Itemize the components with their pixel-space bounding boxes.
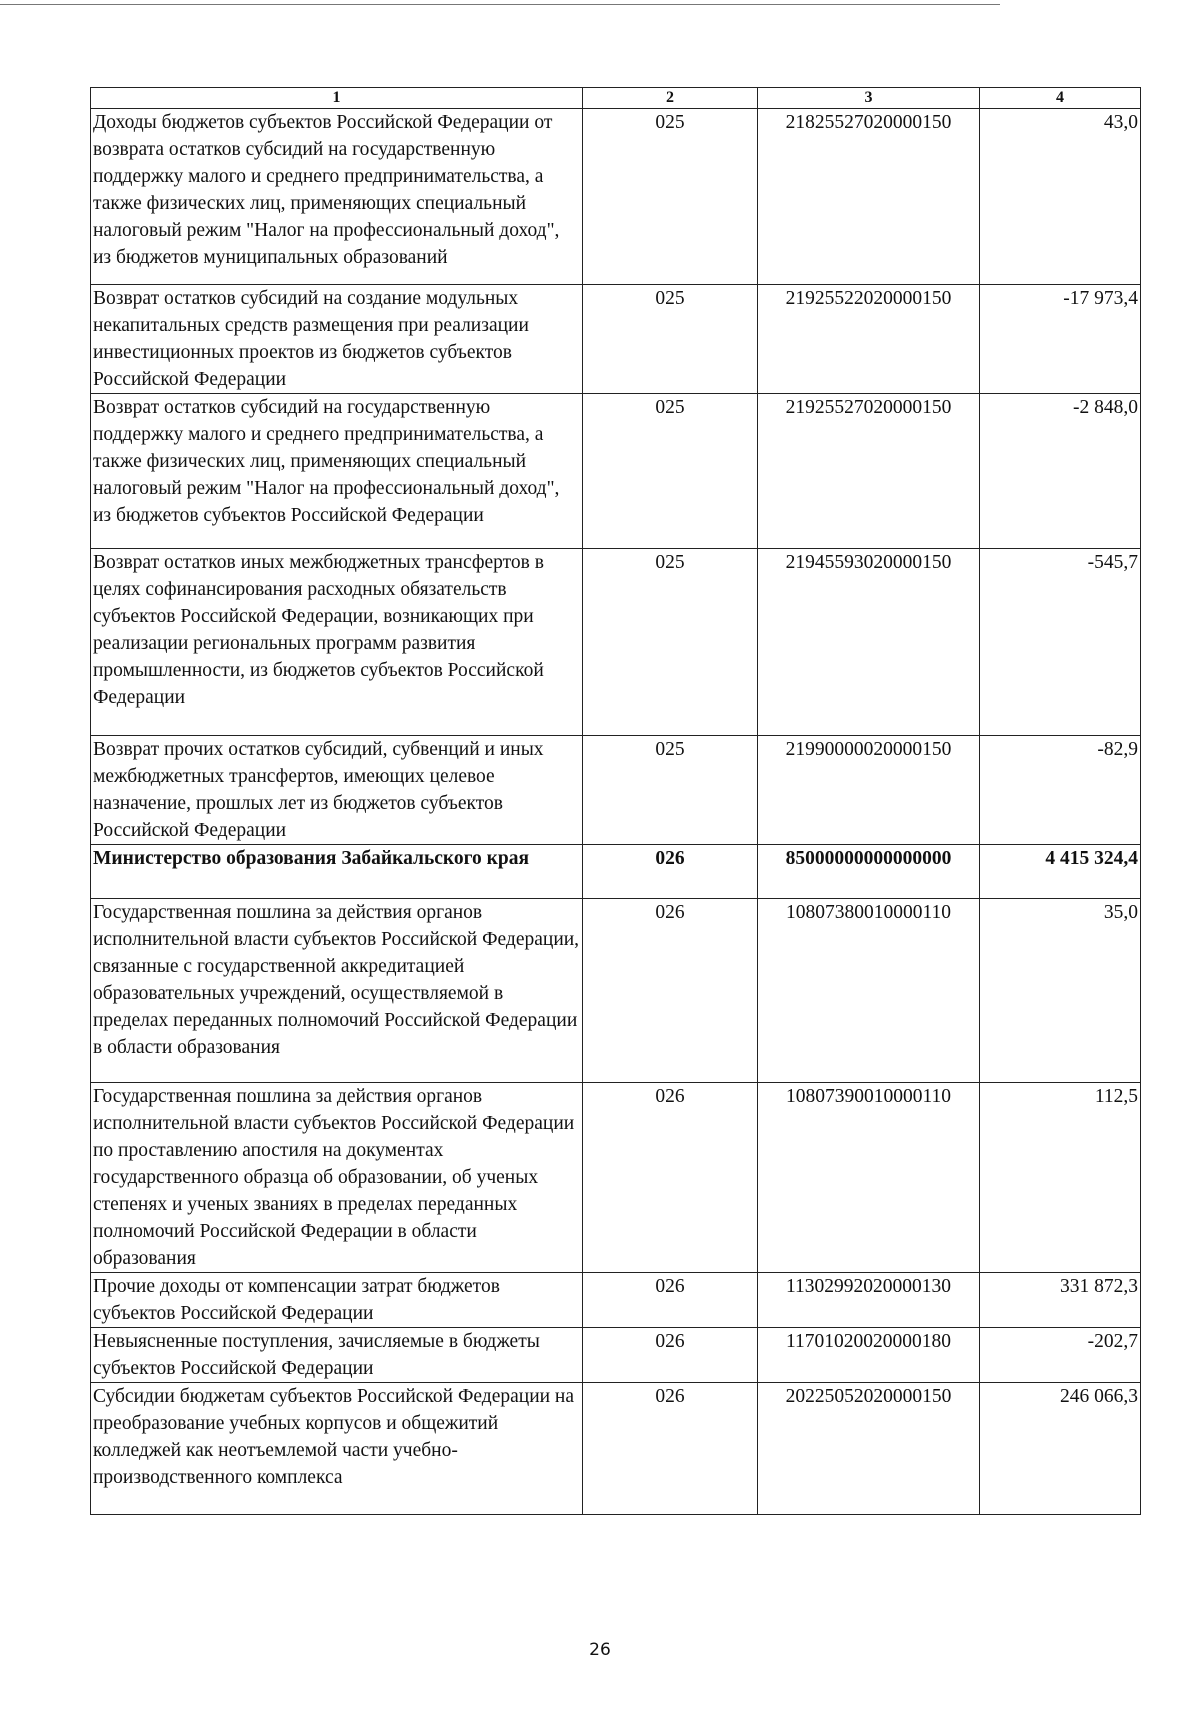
row-admin-code: 026 (583, 1083, 758, 1273)
row-budget-code: 21825527020000150 (758, 109, 980, 285)
table-row (91, 285, 1141, 394)
row-amount: 4 415 324,4 (980, 845, 1141, 899)
page-number: 26 (589, 1640, 611, 1660)
row-amount: 331 872,3 (980, 1273, 1141, 1328)
row-budget-code: 21990000020000150 (758, 736, 980, 845)
row-name: Невыясненные поступления, зачисляемые в бюджеты субъектов Российской Федерации (91, 1328, 583, 1383)
row-admin-code: 026 (583, 1273, 758, 1328)
row-admin-code: 025 (583, 736, 758, 845)
row-admin-code: 025 (583, 285, 758, 394)
table-row (91, 1383, 1141, 1515)
row-amount: 112,5 (980, 1083, 1141, 1273)
row-budget-code: 10807390010000110 (758, 1083, 980, 1273)
row-budget-code: 85000000000000000 (758, 845, 980, 899)
row-budget-code: 11701020020000180 (758, 1328, 980, 1383)
table-row-section (91, 845, 1141, 899)
header-col-2: 2 (583, 88, 758, 109)
row-name: Министерство образования Забайкальского края (91, 845, 583, 899)
row-amount: 246 066,3 (980, 1383, 1141, 1515)
row-name: Субсидии бюджетам субъектов Российской Федерации на преобразование учебных корпусов и общежитий колледжей как неотъемлемой части учебно-производственного комплекса (91, 1383, 583, 1515)
table-row (91, 549, 1141, 736)
row-amount: -17 973,4 (980, 285, 1141, 394)
row-name: Возврат остатков иных межбюджетных трансфертов в целях софинансирования расходных обязательств субъектов Российской Федерации, возникающих при реализации региональных программ развития промышленности, из бюджетов субъектов Российской Федерации (91, 549, 583, 736)
row-admin-code: 026 (583, 899, 758, 1083)
header-col-4: 4 (980, 88, 1141, 109)
row-admin-code: 026 (583, 1328, 758, 1383)
row-budget-code: 21925522020000150 (758, 285, 980, 394)
page-top-rule (0, 4, 1000, 5)
row-amount: -202,7 (980, 1328, 1141, 1383)
table-header-row (91, 88, 1141, 109)
row-name: Доходы бюджетов субъектов Российской Федерации от возврата остатков субсидий на государственную поддержку малого и среднего предпринимательства, а также физических лиц, применяющих специальный налоговый режим "Налог на профессиональный доход", из бюджетов муниципальных образований (91, 109, 583, 285)
table-row (91, 394, 1141, 549)
row-admin-code: 025 (583, 394, 758, 549)
row-name: Возврат прочих остатков субсидий, субвенций и иных межбюджетных трансфертов, имеющих целевое назначение, прошлых лет из бюджетов субъектов Российской Федерации (91, 736, 583, 845)
row-budget-code: 21945593020000150 (758, 549, 980, 736)
row-name: Возврат остатков субсидий на государственную поддержку малого и среднего предпринимательства, а также физических лиц, применяющих специальный налоговый режим "Налог на профессиональный доход", из бюджетов субъектов Российской Федерации (91, 394, 583, 549)
row-budget-code: 11302992020000130 (758, 1273, 980, 1328)
table-row (91, 736, 1141, 845)
table-row (91, 109, 1141, 285)
table-row (91, 1328, 1141, 1383)
row-amount: -82,9 (980, 736, 1141, 845)
row-amount: 35,0 (980, 899, 1141, 1083)
row-admin-code: 026 (583, 1383, 758, 1515)
row-admin-code: 025 (583, 109, 758, 285)
row-amount: -545,7 (980, 549, 1141, 736)
table-row (91, 1273, 1141, 1328)
row-amount: -2 848,0 (980, 394, 1141, 549)
table-row (91, 1083, 1141, 1273)
row-admin-code: 026 (583, 845, 758, 899)
row-budget-code: 20225052020000150 (758, 1383, 980, 1515)
row-name: Возврат остатков субсидий на создание модульных некапитальных средств размещения при реализации инвестиционных проектов из бюджетов субъектов Российской Федерации (91, 285, 583, 394)
row-name: Прочие доходы от компенсации затрат бюджетов субъектов Российской Федерации (91, 1273, 583, 1328)
row-admin-code: 025 (583, 549, 758, 736)
row-budget-code: 21925527020000150 (758, 394, 980, 549)
row-name: Государственная пошлина за действия органов исполнительной власти субъектов Российской Федерации, связанные с государственной аккредитацией образовательных учреждений, осуществляемой в пределах переданных полномочий Российской Федерации в области образования (91, 899, 583, 1083)
row-name: Государственная пошлина за действия органов исполнительной власти субъектов Российской Федерации по проставлению апостиля на документах государственного образца об образовании, об ученых степенях и ученых званиях в пределах переданных полномочий Российской Федерации в области образования (91, 1083, 583, 1273)
header-col-3: 3 (758, 88, 980, 109)
row-amount: 43,0 (980, 109, 1141, 285)
row-budget-code: 10807380010000110 (758, 899, 980, 1083)
budget-revenue-table (90, 87, 1141, 1515)
header-col-1: 1 (91, 88, 583, 109)
table-row (91, 899, 1141, 1083)
